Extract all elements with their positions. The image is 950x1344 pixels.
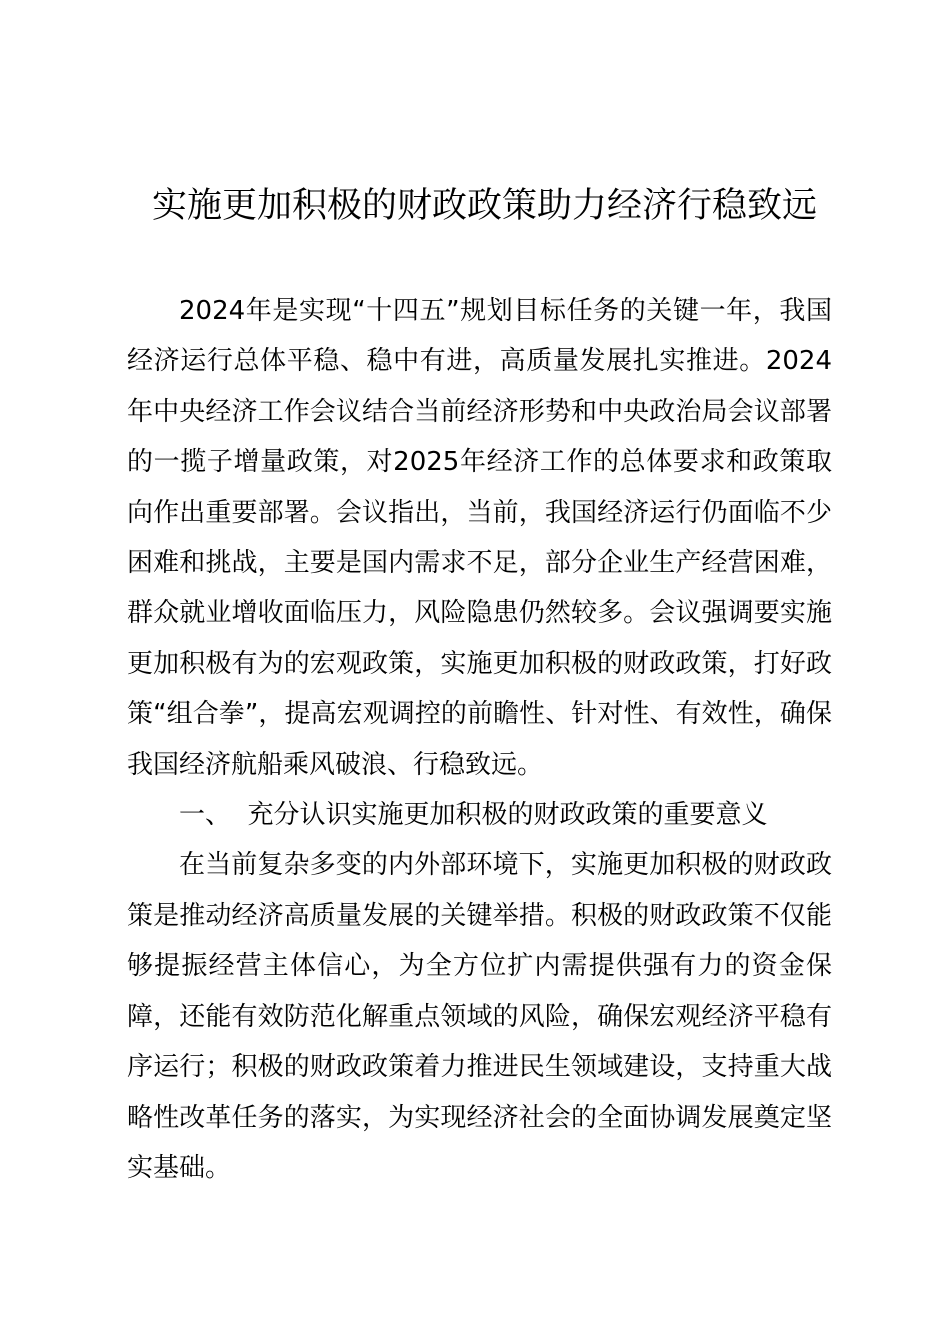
paragraph-intro: 2024年是实现“十四五”规划目标任务的关键一年，我国经济运行总体平稳、稳中有进，高质量发展扎实推进。2024年中央经济工作会议结合当前经济形势和中央政治局会议部署的一揽子增量政策，对2025年经济工作的总体要求和政策取向作出重要部署。会议指出，当前，我国经济运行仍面临不少困难和挑战，主要是国内需求不足，部分企业生产经营困难，群众就业增收面临压力，风险隐患仍然较多。会议强调要实施更加积极有为的宏观政策，实施更加积极的财政政策，打好政策“组合拳”，提高宏观调控的前瞻性、针对性、有效性，确保我国经济航船乘风破浪、行稳致远。: [127, 296, 832, 780]
document-body: [127, 286, 832, 1193]
document-title: 实施更加积极的财政政策助力经济行稳致远: [151, 186, 817, 226]
paragraph-section-1: 在当前复杂多变的内外部环境下，实施更加积极的财政政策是推动经济高质量发展的关键举措。积极的财政政策不仅能够提振经营主体信心，为全方位扩内需提供强有力的资金保障，还能有效防范化解重点领域的风险，确保宏观经济平稳有序运行；积极的财政政策着力推进民生领域建设，支持重大战略性改革任务的落实，为实现经济社会的全面协调发展奠定坚实基础。: [127, 850, 832, 1183]
section-heading-1: 一、 充分认识实施更加积极的财政政策的重要意义: [179, 800, 768, 831]
